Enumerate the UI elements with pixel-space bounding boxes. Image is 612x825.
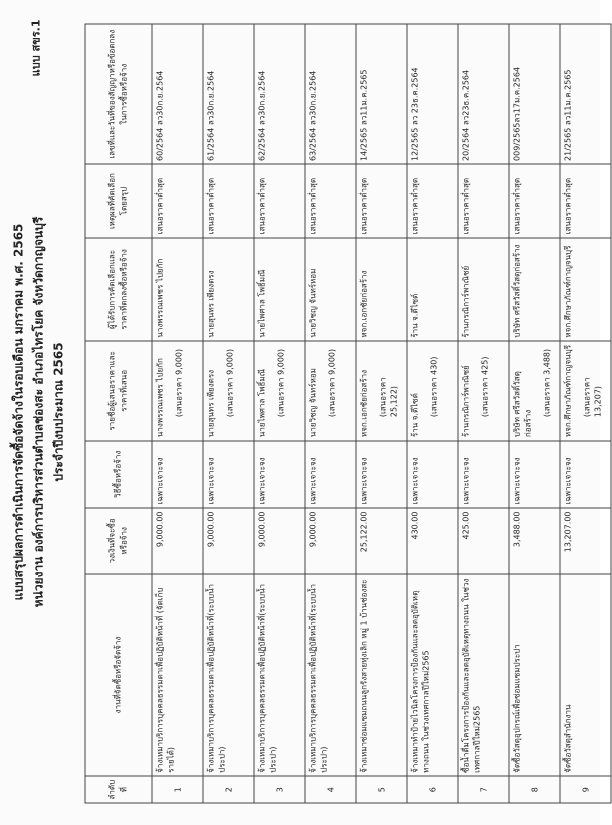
row-item: จัดซื้อวัสดุอุปกรณ์เพื่อซ่อมแซมประปา <box>509 574 560 777</box>
row-item: ซื้อน้ำดื่มโครงการป้องกันและลดอุบัติเหตุทางถนน ในช่วงเทศกาลปีใหม่2565 <box>458 574 509 777</box>
row-method: เฉพาะเจาะจง <box>407 441 458 508</box>
row-bidder: นางพรรณเพชร ไปยกัก <box>155 358 165 438</box>
row-method: เฉพาะเจาะจง <box>152 441 203 508</box>
row-number: 7 <box>458 776 509 803</box>
row-item: จ้างเหมาบริการบุคคลธรรมดาเพื่อปฏิบัติหน้าที่(ระบบน้ำประปา) <box>203 574 254 777</box>
row-bidder: ร้าน จ.ดีไซด์ <box>410 393 420 438</box>
row-bidder: หจก.เอกชัยก่อสร้าง <box>359 369 369 438</box>
table-row <box>305 24 356 803</box>
col-header-amount: วงเงินที่จะซื้อหรือจ้าง <box>85 508 152 574</box>
table-row <box>458 24 509 803</box>
row-bid-price: (เสนอราคา 9,000) <box>225 348 235 418</box>
row-contract: 009/2565ลว17ม.ค.2564 <box>509 24 560 164</box>
row-number: 3 <box>254 776 305 803</box>
row-bid-price: (เสนอราคา 425) <box>480 356 490 418</box>
row-amount: 9,000.00 <box>152 508 203 574</box>
row-amount: 13,207.00 <box>560 508 611 574</box>
row-bid-price: (เสนอราคา 13,207) <box>582 377 603 418</box>
row-number: 1 <box>152 776 203 803</box>
col-header-item: งานที่จัดซื้อหรือจัดจ้าง <box>85 574 152 777</box>
row-contract: 14/2565 ลว11ม.ค.2565 <box>356 24 407 164</box>
row-winner: ร้าน จ.ดีไซด์ <box>407 238 458 341</box>
col-header-method: วิธีซื้อหรือจ้าง <box>85 441 152 508</box>
row-bidder-cell <box>203 341 254 440</box>
table-row <box>560 24 611 803</box>
row-bidder: นายไพศาล โพธิ์มณี <box>257 368 267 438</box>
row-method: เฉพาะเจาะจง <box>305 441 356 508</box>
row-contract: 20/2564 ลว23ธ.ค.2564 <box>458 24 509 164</box>
row-winner: บริษัท ศรีสวัสดิ์วัสดุก่อสร้าง <box>509 238 560 341</box>
table-row <box>152 24 203 803</box>
heading-line-2: หน่วยงาน องค์การบริหารส่วนตำบลช่องสะ อำเภอไทรโยค จังหวัดกาญจนบุรี <box>31 216 46 608</box>
row-item: จ้างเหมาบริการบุคคลธรรมดาเพื่อปฏิบัติหน้าที่(ระบบน้ำประปา) <box>305 574 356 777</box>
row-contract: 61/2564 ลว30ก.ย.2564 <box>203 24 254 164</box>
row-amount: 430.00 <box>407 508 458 574</box>
row-item: จัดซื้อวัสดุสำนักงาน <box>560 574 611 777</box>
procurement-table <box>85 24 612 804</box>
row-method: เฉพาะเจาะจง <box>560 441 611 508</box>
row-item: จ้างเหมาบริการบุคคลธรรมดาเพื่อปฏิบัติหน้าที่(ระบบน้ำประปา) <box>254 574 305 777</box>
row-bid-price: (เสนอราคา 9,000) <box>327 348 337 418</box>
row-winner: นายสุนทร เพียงตรง <box>203 238 254 341</box>
row-amount: 9,000.00 <box>254 508 305 574</box>
row-number: 6 <box>407 776 458 803</box>
form-code: แบบ สขร.1 <box>29 19 43 77</box>
row-item: จ้างเหมาซ่อมแซมถนนลูกรังสายทุ่งเลิก หมู่ 1 บ้านช่องสะ <box>356 574 407 777</box>
row-bidder: นายสุนทร เพียงตรง <box>206 369 216 438</box>
row-bidder: ร้านกรณิการ์พาณิชย์ <box>461 365 471 438</box>
row-reason: เสนอราคาต่ำสุด <box>509 164 560 237</box>
row-reason: เสนอราคาต่ำสุด <box>152 164 203 237</box>
row-contract: 63/2564 ลว30ก.ย.2564 <box>305 24 356 164</box>
row-method: เฉพาะเจาะจง <box>254 441 305 508</box>
col-header-winner: ผู้ได้รับการคัดเลือกและราคาที่ตกลงซื้อหรือจ้าง <box>85 238 152 341</box>
row-winner: หจก.ศึกษาภัณฑ์กาญจนบุรี <box>560 238 611 341</box>
row-number: 9 <box>560 776 611 803</box>
table-row <box>407 24 458 803</box>
row-bidder-cell <box>560 341 611 440</box>
heading-line-3: ประจำปีงบประมาณ 2565 <box>51 342 66 482</box>
row-bidder-cell <box>305 341 356 440</box>
row-number: 4 <box>305 776 356 803</box>
row-item: จ้างเหมาทำป้ายไวนิลโครงการป้องกันและลดอุบัติเหตุทางถนน ในช่วงเทศกาลปีใหม่2565 <box>407 574 458 777</box>
row-reason: เสนอราคาต่ำสุด <box>305 164 356 237</box>
row-bidder: หจก.ศึกษาภัณฑ์กาญจนบุรี <box>563 345 573 438</box>
row-amount: 425.00 <box>458 508 509 574</box>
row-bidder-cell <box>509 341 560 440</box>
row-reason: เสนอราคาต่ำสุด <box>458 164 509 237</box>
col-header-bidders: รายชื่อผู้เสนอราคาและราคาที่เสนอ <box>85 341 152 440</box>
row-amount: 3,488.00 <box>509 508 560 574</box>
row-reason: เสนอราคาต่ำสุด <box>560 164 611 237</box>
row-contract: 12/2565 ลว 23ธ.ค.2564 <box>407 24 458 164</box>
row-method: เฉพาะเจาะจง <box>203 441 254 508</box>
row-amount: 9,000.00 <box>203 508 254 574</box>
col-header-reason: เหตุผลที่คัดเลือกโดยสรุป <box>85 164 152 237</box>
row-bidder-cell <box>254 341 305 440</box>
row-winner: นางพรรณเพชร ไปยกัก <box>152 238 203 341</box>
row-bidder-cell <box>356 341 407 440</box>
row-contract: 60/2564 ลว30ก.ย.2564 <box>152 24 203 164</box>
document-heading <box>9 0 69 825</box>
row-winner: ร้านกรณิการ์พาณิชย์ <box>458 238 509 341</box>
row-reason: เสนอราคาต่ำสุด <box>203 164 254 237</box>
row-bid-price: (เสนอราคา 25,122) <box>378 377 399 418</box>
table-header-row <box>85 24 152 803</box>
row-contract: 21/2565 ลว11ม.ค.2565 <box>560 24 611 164</box>
row-bid-price: (เสนอราคา 3,488) <box>542 348 552 418</box>
table-row <box>254 24 305 803</box>
row-winner: นายวิชญ จันทร์หอม <box>305 238 356 341</box>
rotated-document <box>1 0 601 825</box>
row-method: เฉพาะเจาะจง <box>509 441 560 508</box>
row-method: เฉพาะเจาะจง <box>356 441 407 508</box>
row-winner: หจก.เอกชัยก่อสร้าง <box>356 238 407 341</box>
row-bidder-cell <box>152 341 203 440</box>
row-reason: เสนอราคาต่ำสุด <box>356 164 407 237</box>
row-winner: นายไพศาล โพธิ์มณี <box>254 238 305 341</box>
row-bid-price: (เสนอราคา 9,000) <box>276 348 286 418</box>
table-row <box>509 24 560 803</box>
row-contract: 62/2564 ลว30ก.ย.2564 <box>254 24 305 164</box>
row-number: 8 <box>509 776 560 803</box>
row-bidder-cell <box>407 341 458 440</box>
table-row <box>356 24 407 803</box>
row-bidder-cell <box>458 341 509 440</box>
row-bid-price: (เสนอราคา 430) <box>429 356 439 418</box>
row-reason: เสนอราคาต่ำสุด <box>407 164 458 237</box>
row-number: 5 <box>356 776 407 803</box>
col-header-contract: เลขที่และวันที่ของสัญญาหรือข้อตกลงในการซื้อหรือจ้าง <box>85 24 152 164</box>
row-bidder: บริษัท ศรีสวัสดิ์วัสดุก่อสร้าง <box>512 371 533 438</box>
row-item: จ้างเหมาบริการบุคคลธรรมดาเพื่อปฏิบัติหน้าที่ (จัดเก็บรายได้) <box>152 574 203 777</box>
row-bidder: นายวิชญ จันทร์หอม <box>308 368 318 438</box>
heading-line-1: แบบสรุปผลการดำเนินการจัดซื้อจัดจ้างในรอบเดือน มกราคม พ.ศ. 2565 <box>11 223 26 601</box>
col-header-no: ลำดับที่ <box>85 776 152 803</box>
table-row <box>203 24 254 803</box>
row-bid-price: (เสนอราคา 9,000) <box>174 348 184 418</box>
row-reason: เสนอราคาต่ำสุด <box>254 164 305 237</box>
row-method: เฉพาะเจาะจง <box>458 441 509 508</box>
row-amount: 25,122.00 <box>356 508 407 574</box>
row-number: 2 <box>203 776 254 803</box>
row-amount: 9,000.00 <box>305 508 356 574</box>
